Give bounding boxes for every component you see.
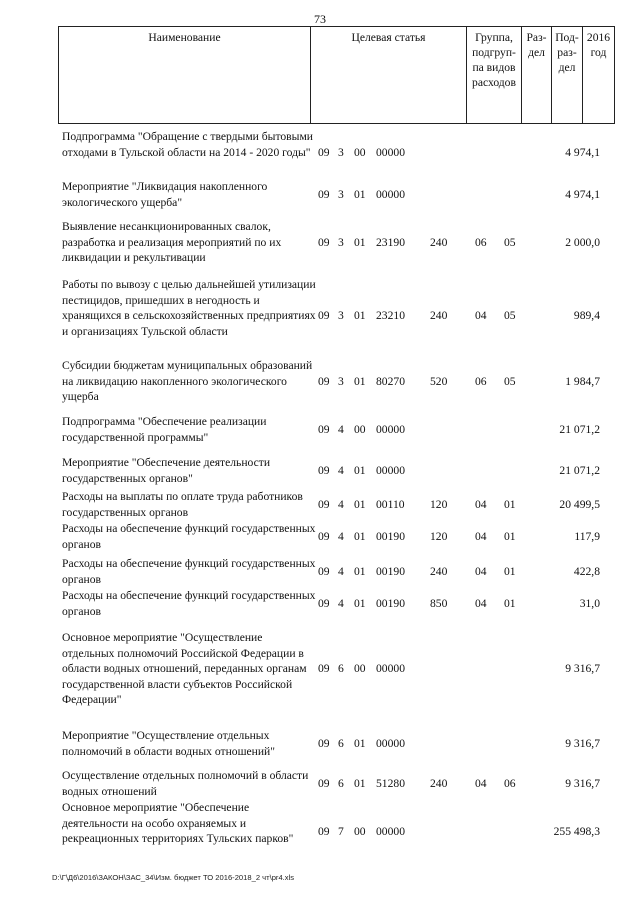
target-code-part-4: 00000	[376, 662, 405, 675]
target-code-part-2: 4	[338, 530, 344, 543]
target-code-part-1: 09	[318, 423, 330, 436]
target-code-part-1: 09	[318, 464, 330, 477]
target-code-part-2: 3	[338, 309, 344, 322]
amount-2016: 117,9	[574, 530, 600, 543]
row-name: Мероприятие "Осуществление отдельных полномочий в области водных отношений"	[62, 729, 275, 758]
subsection: 01	[504, 498, 516, 511]
amount-2016: 21 071,2	[559, 423, 600, 436]
row-name: Мероприятие "Обеспечение деятельности государственных органов"	[62, 456, 271, 485]
expense-group: 120	[430, 498, 448, 511]
target-code-part-4: 23210	[376, 309, 405, 322]
target-code-part-4: 51280	[376, 777, 405, 790]
row-name: Расходы на обеспечение функций государственных органов	[62, 589, 316, 618]
header-expense-group: Группа, подгруп- па видов расходов	[466, 26, 521, 124]
row-name: Мероприятие "Ликвидация накопленного экологического ущерба"	[62, 180, 268, 209]
target-code-part-3: 00	[354, 146, 366, 159]
target-code-part-4: 00000	[376, 188, 405, 201]
section: 04	[475, 565, 487, 578]
target-code-part-4: 00190	[376, 597, 405, 610]
expense-group: 240	[430, 777, 448, 790]
amount-2016: 9 316,7	[565, 777, 600, 790]
amount-2016: 1 984,7	[565, 375, 600, 388]
target-code-part-2: 4	[338, 565, 344, 578]
subsection: 01	[504, 597, 516, 610]
amount-2016: 21 071,2	[559, 464, 600, 477]
target-code-part-3: 01	[354, 530, 366, 543]
target-code-part-2: 3	[338, 146, 344, 159]
target-code-part-2: 6	[338, 777, 344, 790]
row-name: Расходы на обеспечение функций государственных органов	[62, 522, 316, 551]
section: 04	[475, 309, 487, 322]
page-number: 73	[314, 12, 326, 26]
amount-2016: 255 498,3	[553, 825, 600, 838]
target-code-part-3: 01	[354, 375, 366, 388]
row-name: Выявление несанкционированных свалок, разработка и реализация мероприятий по их ликвидации и рекультивации	[62, 220, 282, 264]
amount-2016: 20 499,5	[559, 498, 600, 511]
row-name: Подпрограмма "Обеспечение реализации государственной программы"	[62, 415, 267, 444]
target-code-part-3: 01	[354, 737, 366, 750]
target-code-part-3: 00	[354, 423, 366, 436]
header-year-2016: 2016 год	[582, 26, 615, 124]
target-code-part-1: 09	[318, 236, 330, 249]
target-code-part-1: 09	[318, 530, 330, 543]
header-subsection: Под- раз- дел	[551, 26, 582, 124]
expense-group: 850	[430, 597, 448, 610]
subsection: 05	[504, 375, 516, 388]
target-code-part-1: 09	[318, 565, 330, 578]
header-name: Наименование	[58, 26, 310, 124]
amount-2016: 4 974,1	[565, 188, 600, 201]
target-code-part-2: 4	[338, 423, 344, 436]
target-code-part-4: 00000	[376, 825, 405, 838]
subsection: 01	[504, 565, 516, 578]
target-code-part-1: 09	[318, 825, 330, 838]
row-name: Расходы на выплаты по оплате труда работников государственных органов	[62, 490, 303, 519]
amount-2016: 9 316,7	[565, 662, 600, 675]
target-code-part-3: 01	[354, 498, 366, 511]
target-code-part-4: 00110	[376, 498, 405, 511]
expense-group: 520	[430, 375, 448, 388]
target-code-part-2: 6	[338, 737, 344, 750]
expense-group: 240	[430, 309, 448, 322]
section: 06	[475, 375, 487, 388]
target-code-part-3: 01	[354, 565, 366, 578]
target-code-part-1: 09	[318, 737, 330, 750]
amount-2016: 31,0	[579, 597, 600, 610]
target-code-part-3: 01	[354, 188, 366, 201]
target-code-part-2: 4	[338, 597, 344, 610]
target-code-part-2: 3	[338, 236, 344, 249]
target-code-part-1: 09	[318, 777, 330, 790]
target-code-part-1: 09	[318, 309, 330, 322]
table-header	[58, 26, 615, 124]
expense-group: 240	[430, 565, 448, 578]
target-code-part-4: 00000	[376, 146, 405, 159]
target-code-part-3: 01	[354, 236, 366, 249]
target-code-part-4: 00190	[376, 530, 405, 543]
amount-2016: 9 316,7	[565, 737, 600, 750]
target-code-part-3: 00	[354, 662, 366, 675]
target-code-part-4: 00000	[376, 423, 405, 436]
amount-2016: 989,4	[573, 309, 600, 322]
target-code-part-3: 01	[354, 464, 366, 477]
target-code-part-2: 4	[338, 464, 344, 477]
file-path-footer: D:\Г\Д6\2016\ЗАКОН\ЗАС_34\Изм. бюджет ТО 2016-2018_2 чт\pr4.xls	[52, 873, 295, 882]
row-name: Основное мероприятие "Осуществление отдельных полномочий Российской Федерации в области водных отношений, переданных органам государственной власти субъектов Российской Федерации"	[62, 631, 307, 706]
target-code-part-2: 7	[338, 825, 344, 838]
target-code-part-3: 01	[354, 777, 366, 790]
target-code-part-1: 09	[318, 188, 330, 201]
header-target-article: Целевая статья	[310, 26, 466, 124]
row-name: Основное мероприятие "Обеспечение деятельности на особо охраняемых и рекреационных территориях Тульских парков"	[62, 801, 294, 845]
target-code-part-2: 3	[338, 188, 344, 201]
target-code-part-4: 00000	[376, 464, 405, 477]
section: 04	[475, 530, 487, 543]
amount-2016: 422,8	[573, 565, 600, 578]
target-code-part-1: 09	[318, 375, 330, 388]
expense-group: 240	[430, 236, 448, 249]
target-code-part-2: 3	[338, 375, 344, 388]
amount-2016: 2 000,0	[565, 236, 600, 249]
row-name: Расходы на обеспечение функций государственных органов	[62, 557, 316, 586]
target-code-part-4: 23190	[376, 236, 405, 249]
subsection: 06	[504, 777, 516, 790]
section: 04	[475, 777, 487, 790]
row-name: Осуществление отдельных полномочий в области водных отношений	[62, 769, 309, 798]
target-code-part-4: 00190	[376, 565, 405, 578]
section: 04	[475, 498, 487, 511]
target-code-part-4: 80270	[376, 375, 405, 388]
target-code-part-3: 01	[354, 309, 366, 322]
target-code-part-2: 4	[338, 498, 344, 511]
target-code-part-4: 00000	[376, 737, 405, 750]
section: 04	[475, 597, 487, 610]
expense-group: 120	[430, 530, 448, 543]
target-code-part-1: 09	[318, 498, 330, 511]
row-name: Субсидии бюджетам муниципальных образований на ликвидацию накопленного экологического ущерба	[62, 359, 313, 403]
target-code-part-3: 00	[354, 825, 366, 838]
amount-2016: 4 974,1	[565, 146, 600, 159]
row-name: Работы по вывозу с целью дальнейшей утилизации пестицидов, пришедших в негодность и хранящихся в сельскохозяйственных предприятиях и организациях Тульской области	[62, 278, 316, 338]
target-code-part-3: 01	[354, 597, 366, 610]
target-code-part-1: 09	[318, 146, 330, 159]
target-code-part-1: 09	[318, 597, 330, 610]
target-code-part-2: 6	[338, 662, 344, 675]
subsection: 05	[504, 309, 516, 322]
header-section: Раз- дел	[521, 26, 551, 124]
subsection: 01	[504, 530, 516, 543]
subsection: 05	[504, 236, 516, 249]
row-name: Подпрограмма "Обращение с твердыми бытовыми отходами в Тульской области на 2014 - 2020 годы"	[62, 130, 313, 159]
section: 06	[475, 236, 487, 249]
target-code-part-1: 09	[318, 662, 330, 675]
